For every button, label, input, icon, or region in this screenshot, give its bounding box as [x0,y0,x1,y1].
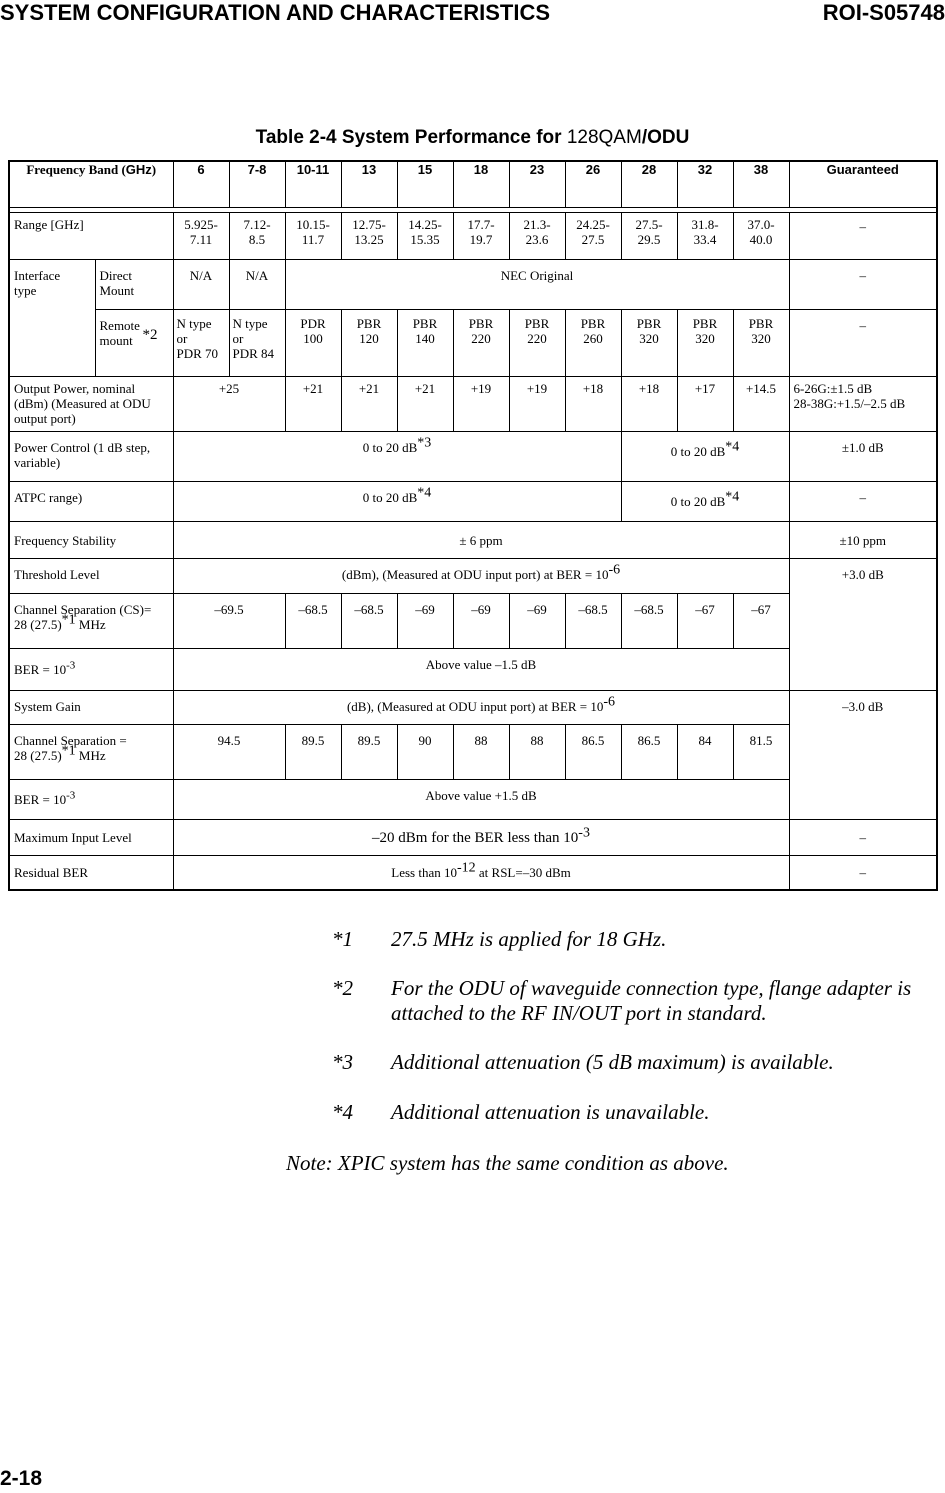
output-power-value: +19 [509,377,565,432]
atpc-guaranteed: – [789,482,937,522]
row-range [9,213,937,260]
row-threshold-level [9,559,937,594]
header-band-10-11: 10-11 [285,161,341,208]
maximum-input-level-label: Maximum Input Level [9,820,173,856]
remote-mount-value: PBR 260 [565,310,621,377]
power-control-range-a: 0 to 20 $dB^{*3}$ [173,432,621,482]
remote-mount-value: PBR 120 [341,310,397,377]
remote-mount-value: PBR 140 [397,310,453,377]
system-gain-value: 81.5 [733,725,789,780]
output-power-value: +14.5 [733,377,789,432]
header-band-28: 28 [621,161,677,208]
row-interface-remote [9,310,937,377]
threshold-ber-label: BER = $10^{-3}$ [9,649,173,691]
range-value: 7.12- 8.5 [229,213,285,260]
direct-mount-value: N/A [229,260,285,310]
frequency-stability-value: ± 6 ppm [173,522,789,559]
direct-mount-nec-original: NEC Original [285,260,789,310]
note-mark: *3 [332,1050,353,1074]
system-gain-value: 88 [509,725,565,780]
range-value: 24.25- 27.5 [565,213,621,260]
threshold-value: –68.5 [341,594,397,649]
remote-mount-6: N type or PDR 70 [173,310,229,377]
system-gain-channel-separation-label: Channel Separation = 28 $(27.5)^{*1}$ MHz [9,725,173,780]
direct-mount-value: N/A [173,260,229,310]
threshold-value: –68.5 [285,594,341,649]
atpc-label: ATPC range) [9,482,173,522]
range-value: 17.7- 19.7 [453,213,509,260]
threshold-value: –67 [733,594,789,649]
threshold-ber-value: Above value –1.5 dB [173,649,789,691]
row-power-control [9,432,937,482]
note-text: Additional attenuation (5 dB maximum) is available. [391,1050,834,1074]
note-mark: *2 [332,976,353,1000]
header-frequency-band: Frequency Band (GHz) [9,161,173,208]
note-mark: *4 [332,1100,353,1124]
remote-mount-value: PBR 320 [621,310,677,377]
output-power-value: +25 [173,377,285,432]
header-guaranteed: Guaranteed [789,161,937,208]
row-interface-direct [9,260,937,310]
note-text: Additional attenuation is unavailable. [391,1100,710,1124]
system-gain-value: 84 [677,725,733,780]
page-number: 2-18 [0,1467,43,1490]
note-text: 27.5 MHz is applied for 18 GHz. [391,927,667,951]
header-band-26: 26 [565,161,621,208]
system-performance-table [8,160,938,891]
header-band-38: 38 [733,161,789,208]
threshold-level-label: Threshold Level [9,559,173,594]
atpc-range-a: 0 to 20 $dB^{*4}$ [173,482,621,522]
output-power-label: Output Power, nominal (dBm) (Measured at ODU output port) [9,377,173,432]
remote-mount-guaranteed: – [789,310,937,377]
remote-mount-value: PBR 320 [677,310,733,377]
table-title-odu: /ODU [641,127,690,148]
system-gain-label: System Gain [9,691,173,725]
output-power-value: +21 [285,377,341,432]
power-control-range-b: 0 to 20 $dB^{*4}$ [621,432,789,482]
remote-mount-value: PBR 220 [453,310,509,377]
row-frequency-stability [9,522,937,559]
note-text: For the ODU of waveguide connection type, flange adapter is attached to the RF IN/OUT port in standard. [391,976,912,1025]
direct-mount-guaranteed: – [789,260,937,310]
row-atpc [9,482,937,522]
remote-mount-value: PBR 220 [509,310,565,377]
xpic-note: Note: XPIC system has the same condition as above. [286,1151,729,1175]
power-control-guaranteed: ±1.0 dB [789,432,937,482]
system-gain-value: 89.5 [341,725,397,780]
range-value: 5.925- 7.11 [173,213,229,260]
range-label: Range [GHz] [9,213,173,260]
residual-ber-label: Residual BER [9,856,173,890]
threshold-channel-separation-label: Channel Separation (CS)= 28 $(27.5)^{*1}$ MHz [9,594,173,649]
range-value: 31.8- 33.4 [677,213,733,260]
threshold-value: –68.5 [565,594,621,649]
residual-ber-value: Less than $10^{-12}$ at RSL=–30 dBm [173,856,789,890]
system-gain-ber-value: Above value +1.5 dB [173,780,789,820]
remote-mount-value: PBR 320 [733,310,789,377]
range-value: 21.3- 23.6 [509,213,565,260]
threshold-value: –69 [509,594,565,649]
system-gain-value: 94.5 [173,725,285,780]
row-system-gain [9,691,937,725]
atpc-range-b: 0 to 20 $dB^{*4}$ [621,482,789,522]
power-control-label: Power Control (1 dB step, variable) [9,432,173,482]
table-title [0,126,945,150]
table-title-modulation: 128QAM [566,127,642,148]
remote-mount-7-8: N type or PDR 84 [229,310,285,377]
range-value: 27.5- 29.5 [621,213,677,260]
header-band-32: 32 [677,161,733,208]
output-power-value: +21 [341,377,397,432]
threshold-value: –69.5 [173,594,285,649]
system-gain-value: 86.5 [565,725,621,780]
residual-ber-guaranteed: – [789,856,937,890]
header-band-23: 23 [509,161,565,208]
system-gain-value: 86.5 [621,725,677,780]
system-gain-description: (dB), (Measured at ODU input port) at BER = $10^{-6}$ [173,691,789,725]
header-band-6: 6 [173,161,229,208]
range-value: 14.25- 15.35 [397,213,453,260]
row-output-power [9,377,937,432]
system-gain-guaranteed: –3.0 dB [789,691,937,820]
header-band-18: 18 [453,161,509,208]
output-power-value: +21 [397,377,453,432]
header-band-7-8: 7-8 [229,161,285,208]
direct-mount-label: Direct Mount [95,260,173,310]
output-power-value: +17 [677,377,733,432]
range-guaranteed: – [789,213,937,260]
header-band-15: 15 [397,161,453,208]
output-power-value: +18 [621,377,677,432]
header-band-13: 13 [341,161,397,208]
system-gain-value: 90 [397,725,453,780]
range-value: 37.0- 40.0 [733,213,789,260]
output-power-value: +18 [565,377,621,432]
interface-type-label: Interface type [9,260,95,377]
range-value: 12.75- 13.25 [341,213,397,260]
system-gain-value: 89.5 [285,725,341,780]
row-maximum-input-level [9,820,937,856]
threshold-value: –67 [677,594,733,649]
output-power-guaranteed: 6-26G:±1.5 dB 28-38G:+1.5/–2.5 dB [789,377,937,432]
frequency-stability-label: Frequency Stability [9,522,173,559]
system-gain-ber-label: BER = $10^{-3}$ [9,780,173,820]
remote-mount-value: PDR 100 [285,310,341,377]
threshold-value: –69 [397,594,453,649]
threshold-level-description: (dBm), (Measured at ODU input port) at BER = $10^{-6}$ [173,559,789,594]
maximum-input-level-guaranteed: – [789,820,937,856]
frequency-stability-guaranteed: ±10 ppm [789,522,937,559]
document-id: ROI-S05748 [822,0,945,25]
row-residual-ber [9,856,937,890]
output-power-value: +19 [453,377,509,432]
range-value: 10.15- 11.7 [285,213,341,260]
note-mark: *1 [332,927,353,951]
maximum-input-level-value: –20 dBm for the BER less than $10^{-3}$ [173,820,789,856]
threshold-value: –69 [453,594,509,649]
system-gain-value: 88 [453,725,509,780]
remote-mount-label: Remote mount *2 [95,310,173,377]
threshold-level-guaranteed: +3.0 dB [789,559,937,691]
page-header-title: SYSTEM CONFIGURATION AND CHARACTERISTICS [0,0,550,25]
header-row [9,161,937,208]
table-title-prefix: Table 2-4 System Performance for [255,127,567,148]
threshold-value: –68.5 [621,594,677,649]
